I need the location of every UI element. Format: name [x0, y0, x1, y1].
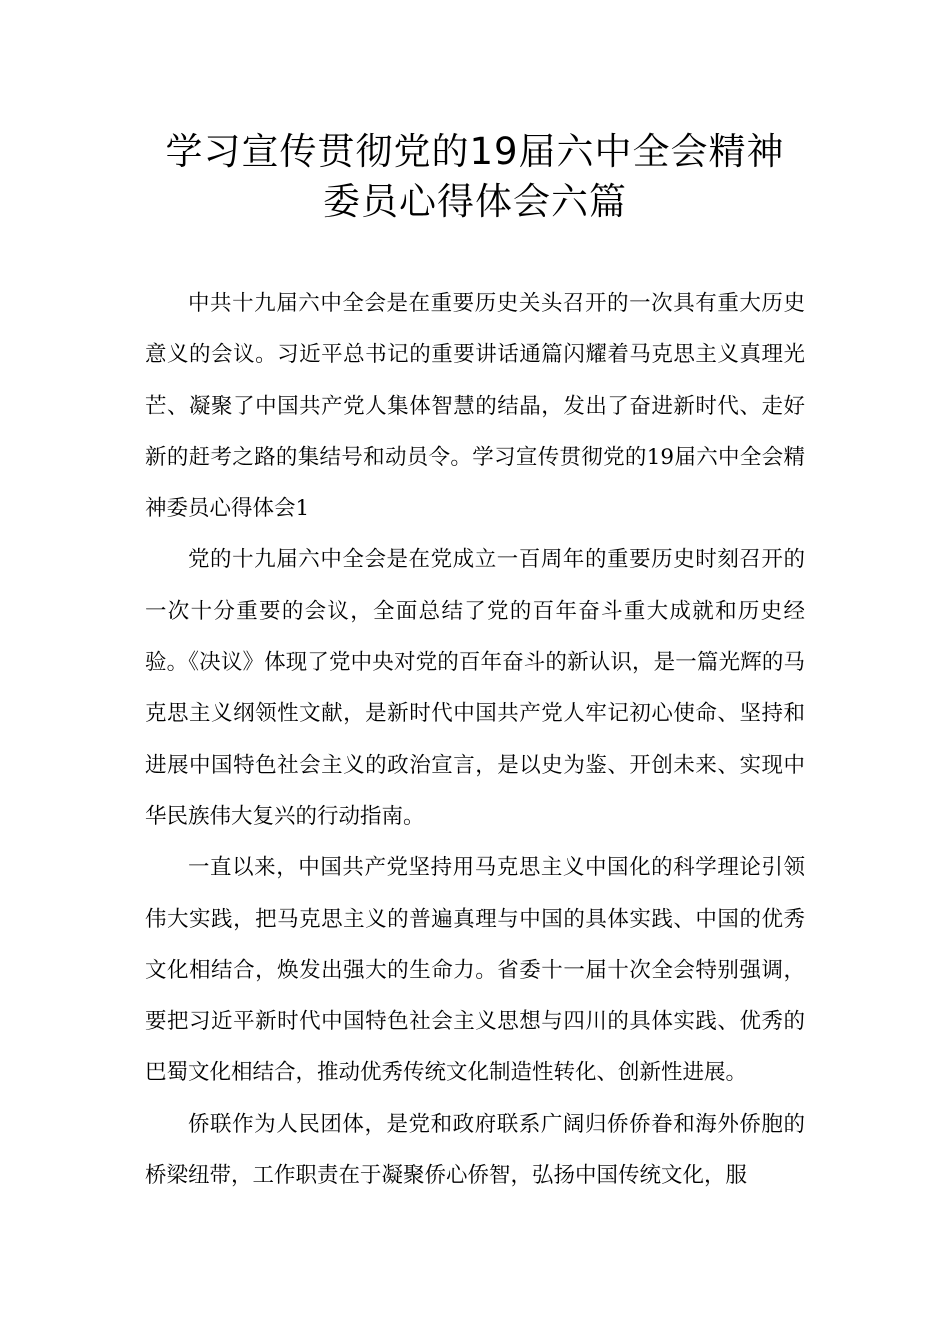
- paragraph-4: 侨联作为人民团体，是党和政府联系广阔归侨侨眷和海外侨胞的桥梁纽带，工作职责在于凝聚侨心侨智，弘扬中国传统文化，服: [145, 1111, 805, 1189]
- paragraph-1: 中共十九届六中全会是在重要历史关头召开的一次具有重大历史意义的会议。习近平总书记的重要讲话通篇闪耀着马克思主义真理光芒、凝聚了中国共产党人集体智慧的结晶，发出了奋进新时代、走好新的赶考之路的集结号和动员令。学习宣传贯彻党的19届六中全会精神委员心得体会1: [145, 291, 805, 522]
- paragraph-3: 一直以来，中国共产党坚持用马克思主义中国化的科学理论引领伟大实践，把马克思主义的普遍真理与中国的具体实践、中国的优秀文化相结合，焕发出强大的生命力。省委十一届十次全会特别强调，要把习近平新时代中国特色社会主义思想与四川的具体实践、优秀的巴蜀文化相结合，推动优秀传统文化制造性转化、创新性进展。: [145, 855, 805, 1086]
- title-line-2: 委员心得体会六篇: [323, 180, 627, 223]
- title-line-1: 学习宣传贯彻党的19届六中全会精神: [165, 130, 785, 173]
- document-body: [145, 278, 805, 1201]
- document-title: [0, 127, 950, 227]
- paragraph-2: 党的十九届六中全会是在党成立一百周年的重要历史时刻召开的一次十分重要的会议，全面总结了党的百年奋斗重大成就和历史经验。《决议》体现了党中央对党的百年奋斗的新认识，是一篇光辉的马克思主义纲领性文献，是新时代中国共产党人牢记初心使命、坚持和进展中国特色社会主义的政治宣言，是以史为鉴、开创未来、实现中华民族伟大复兴的行动指南。: [145, 547, 805, 829]
